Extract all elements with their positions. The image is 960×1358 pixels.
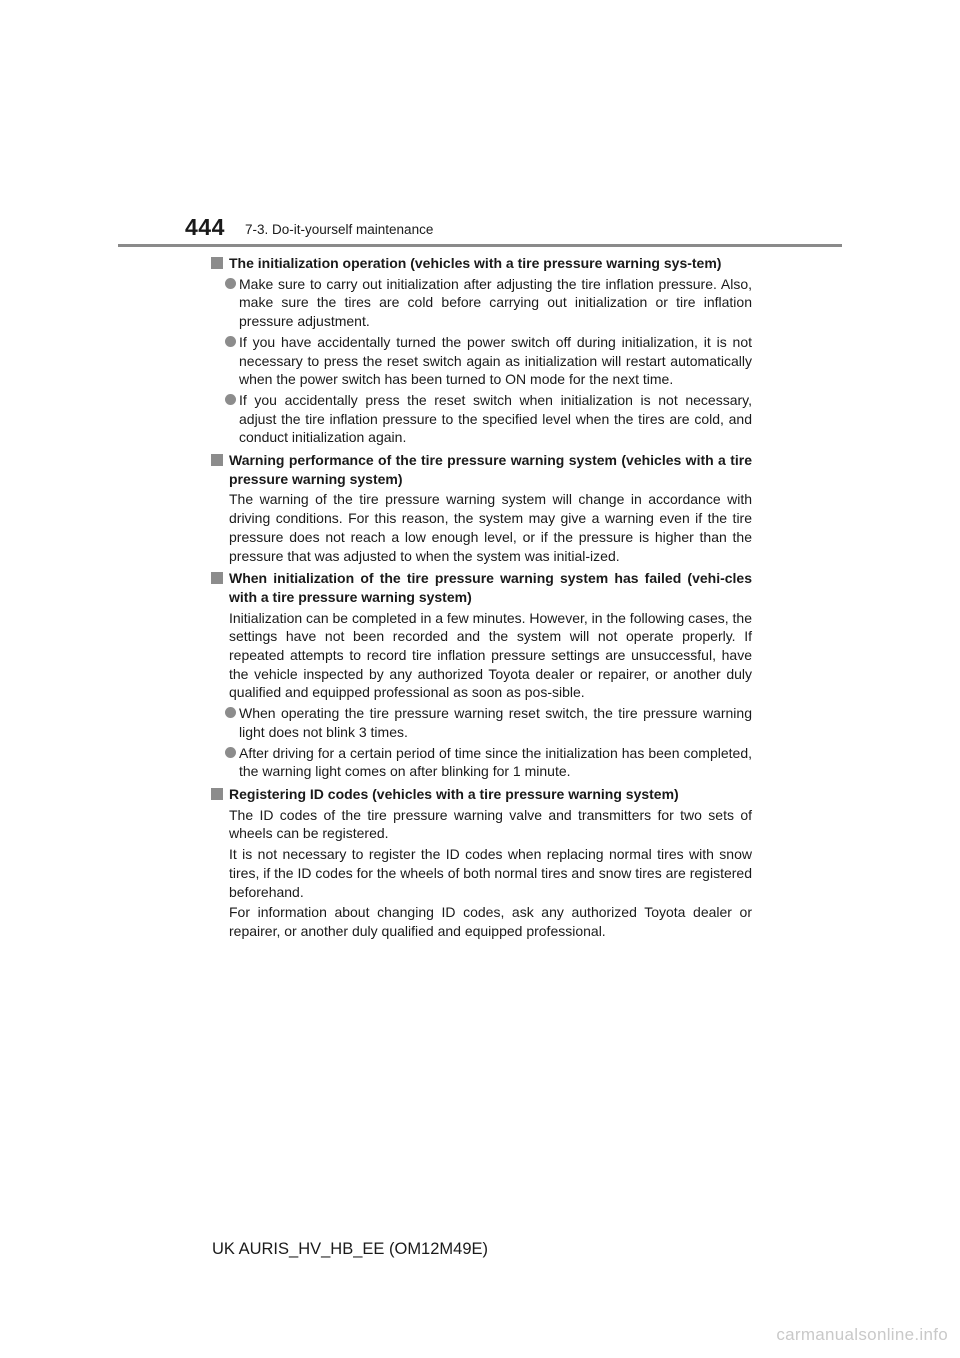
paragraph: Initialization can be completed in a few minutes. However, in the following cases, the settings have not been recorded and the system will not operate properly. If repeated attempts to record tire inflation pressure settings are unsuccessful, have the vehicle inspected by any authorized Toyota dealer or repairer, or another duly qualified and equipped professional as soon as pos-sible. bbox=[229, 609, 752, 701]
page-content bbox=[211, 254, 752, 945]
paragraph: The warning of the tire pressure warning system will change in accordance with driving conditions. For this reason, the system may give a warning even if the tire pressure does not reach a low enough level, or if the pressure is higher than the pressure that was adjusted to when the system was initial-ized. bbox=[229, 491, 752, 564]
bullet-text: When operating the tire pressure warning reset switch, the tire pressure warning light does not blink 3 times. bbox=[239, 705, 752, 740]
section-initialization-operation bbox=[211, 254, 752, 447]
section-heading-text: Registering ID codes (vehicles with a tire pressure warning system) bbox=[229, 785, 679, 802]
round-bullet-icon bbox=[225, 278, 236, 289]
round-bullet-icon bbox=[225, 336, 236, 347]
bullet-item bbox=[211, 391, 752, 447]
page-header bbox=[0, 0, 960, 250]
bullet-text: If you have accidentally turned the power switch off during initialization, it is not necessary to press the reset switch again as initialization will restart automatically when the power switch has been turned to ON mode for the next time. bbox=[239, 333, 752, 388]
bullet-item bbox=[211, 704, 752, 741]
site-watermark: carmanualsonline.info bbox=[776, 1325, 948, 1344]
round-bullet-icon bbox=[225, 747, 236, 758]
page-number: 444 bbox=[185, 214, 225, 240]
section-heading bbox=[211, 451, 752, 488]
paragraph: The ID codes of the tire pressure warning valve and transmitters for two sets of wheels can be registered. bbox=[229, 806, 752, 842]
paragraph: For information about changing ID codes, ask any authorized Toyota dealer or repairer, or another duly qualified and equipped professional. bbox=[229, 904, 752, 939]
section-heading bbox=[211, 569, 752, 606]
section-heading bbox=[211, 785, 752, 804]
square-bullet-icon bbox=[211, 454, 223, 466]
model-code-footer: UK AURIS_HV_HB_EE (OM12M49E) bbox=[212, 1240, 489, 1258]
bullet-text: After driving for a certain period of time since the initialization has been completed, the warning light comes on after blinking for 1 minute. bbox=[239, 744, 752, 780]
bullet-text: Make sure to carry out initialization after adjusting the tire inflation pressure. Also, make sure the tires are cold before carrying out initialization or tire inflation pressure adjustment. bbox=[239, 275, 752, 330]
square-bullet-icon bbox=[211, 257, 223, 269]
section-heading-text: Warning performance of the tire pressure warning system (vehicles with a tire pressure warning system) bbox=[229, 452, 752, 487]
section-initialization-failed bbox=[211, 569, 752, 781]
square-bullet-icon bbox=[211, 572, 223, 584]
section-title: 7-3. Do-it-yourself maintenance bbox=[245, 222, 434, 237]
paragraph: It is not necessary to register the ID codes when replacing normal tires with snow tires, if the ID codes for the wheels of both normal tires and snow tires are registered beforehand. bbox=[229, 846, 752, 900]
bullet-item bbox=[211, 333, 752, 389]
round-bullet-icon bbox=[225, 394, 236, 405]
bullet-item bbox=[211, 275, 752, 331]
section-registering-id-codes bbox=[211, 785, 752, 941]
section-heading-text: The initialization operation (vehicles with a tire pressure warning sys-tem) bbox=[229, 255, 722, 271]
section-heading-text: When initialization of the tire pressure warning system has failed (vehi-cles with a tire pressure warning system) bbox=[229, 570, 752, 605]
round-bullet-icon bbox=[225, 707, 236, 718]
square-bullet-icon bbox=[211, 788, 223, 800]
section-warning-performance bbox=[211, 451, 752, 565]
bullet-text: If you accidentally press the reset switch when initialization is not necessary, adjust the tire inflation pressure to the specified level when the tires are cold, and conduct initialization again. bbox=[239, 391, 752, 446]
section-heading bbox=[211, 254, 752, 273]
bullet-item bbox=[211, 744, 752, 781]
header-divider bbox=[118, 244, 842, 247]
